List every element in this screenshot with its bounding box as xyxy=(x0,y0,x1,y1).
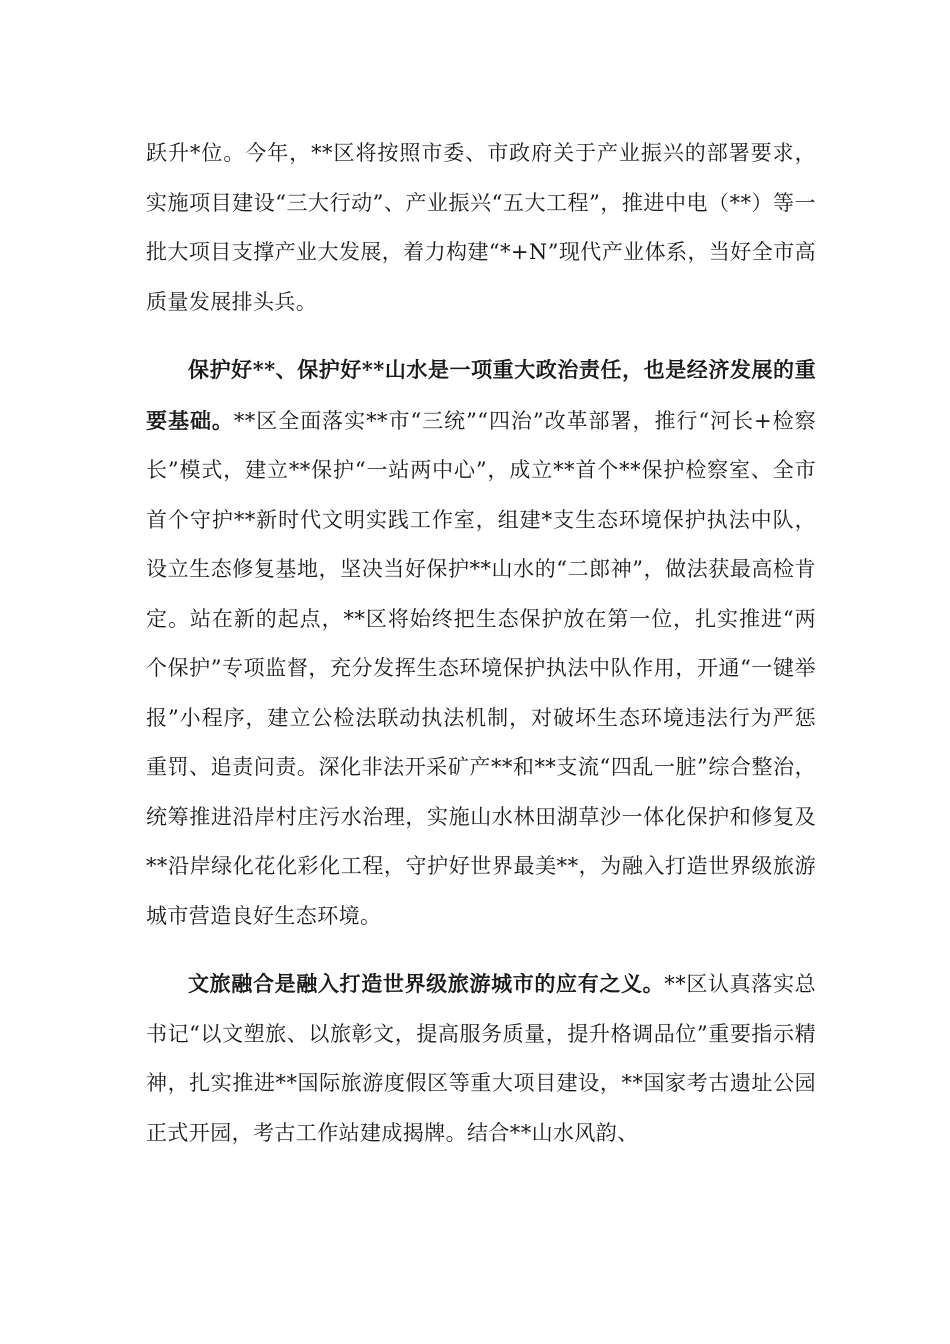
document-body xyxy=(146,128,816,1158)
paragraph-3-lead: 文旅融合是融入打造世界级旅游城市的应有之义。 xyxy=(188,971,665,996)
paragraph-1 xyxy=(146,128,816,327)
paragraph-3-body: **区认真落实总书记“以文塑旅、以旅彰文，提高服务质量，提升格调品位”重要指示精神，扎实推进**国际旅游度假区等重大项目建设，**国家考古遗址公园正式开园，考古工作站建成揭牌。结合**山水风韵、 xyxy=(146,972,816,1145)
paragraph-2-lead: 保护好**、保护好**山水是一项重大政治责任，也是经济发展的重要基础。 xyxy=(146,357,816,433)
paragraph-2-body: **区全面落实**市“三统”“四治”改革部署，推行“河长+检察长”模式，建立**保护“一站两中心”，成立**首个**保护检察室、全市首个守护**新时代文明实践工作室，组建*支生态环境保护执法中队，设立生态修复基地，坚决当好保护**山水的“二郎神”，做法获最高检肯定。站在新的起点，**区将始终把生态保护放在第一位，扎实推进“两个保护”专项监督，充分发挥生态环境保护执法中队作用，开通“一键举报”小程序，建立公检法联动执法机制，对破坏生态环境违法行为严惩重罚、追责问责。深化非法开采矿产**和**支流“四乱一脏”综合整治，统筹推进沿岸村庄污水治理，实施山水林田湖草沙一体化保护和修复及**沿岸绿化花化彩化工程，守护好世界最美**，为融入打造世界级旅游城市营造良好生态环境。 xyxy=(146,408,816,928)
paragraph-1-body: 跃升*位。今年，**区将按照市委、市政府关于产业振兴的部署要求，实施项目建设“三大行动”、产业振兴“五大工程”，推进中电（**）等一批大项目支撑产业大发展，着力构建“*+N”现代产业体系，当好全市高质量发展排头兵。 xyxy=(146,141,816,314)
paragraph-3 xyxy=(146,959,816,1158)
paragraph-2 xyxy=(146,345,816,941)
